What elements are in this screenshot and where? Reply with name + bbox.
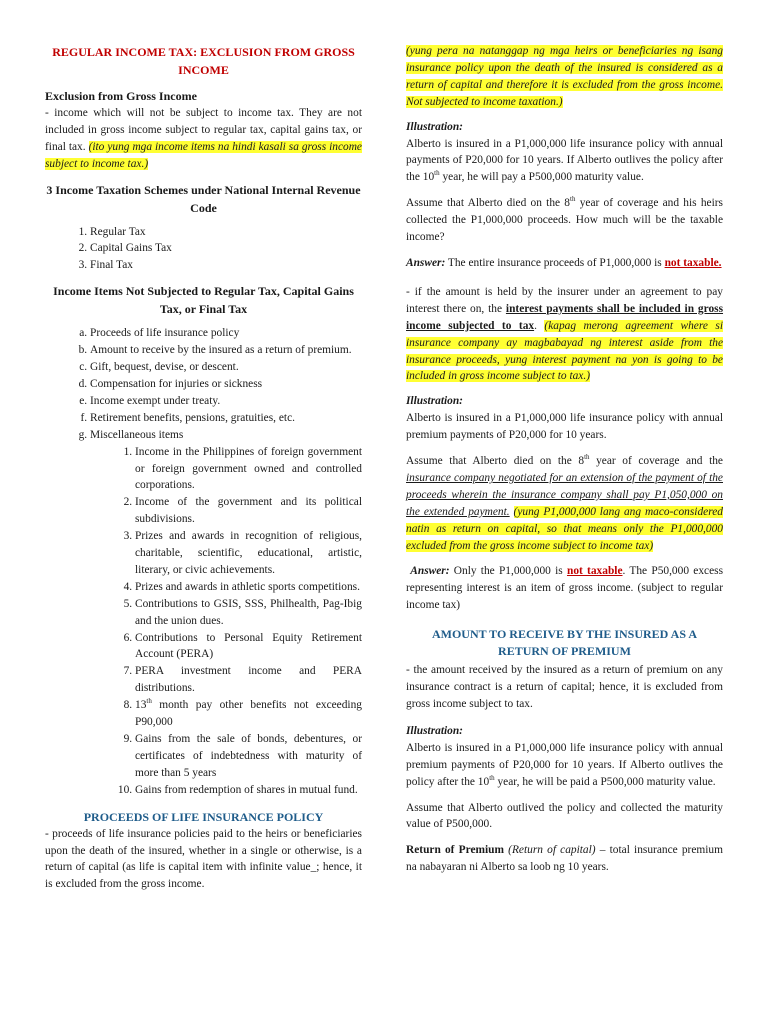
list-item: 2. Income of the government and its political subdivisions. xyxy=(135,494,362,528)
proceeds-text: - proceeds of life insurance policies paid to the heirs or beneficiaries upon the death of the insured, whether in a single or otherwise, is a return of capital (as life is capital item with infinite value_; hence, it is excluded from the gross income. xyxy=(45,827,362,891)
list-item: 1. Income in the Philippines of foreign government or foreign government owned and controlled corporations. xyxy=(135,444,362,495)
list-item: 5. Contributions to GSIS, SSS, Philhealth, Pag-Ibig and the union dues. xyxy=(135,596,362,630)
answer-2: Answer: Only the P1,000,000 is not taxable. The P50,000 excess representing interest is an item of gross income. (subject to regular income tax) xyxy=(406,565,723,612)
list-item: 1. Regular Tax xyxy=(90,224,362,241)
illustration-3-label: Illustration: xyxy=(406,724,463,737)
list-item: e. Income exempt under treaty. xyxy=(90,393,362,410)
illustration-2-label: Illustration: xyxy=(406,395,463,408)
exclusion-note-highlight: (ito yung mga income items na hindi kasali sa gross income subject to income tax.) xyxy=(45,140,362,170)
misc-items-label: Miscellaneous items xyxy=(90,428,184,441)
illustration-2-text: Alberto is insured in a P1,000,000 life insurance policy with annual premium payments of P20,000 for 10 years. xyxy=(406,412,723,442)
right-column xyxy=(406,43,723,876)
list-item: 3. Final Tax xyxy=(90,257,362,274)
answer-1: Answer: The entire insurance proceeds of P1,000,000 is not taxable. xyxy=(406,256,722,269)
assume-2: Assume that Alberto died on the 8th year of coverage and the insurance company negotiated for an extension of the payment of the proceeds wherein the insurance company shall pay P1,050,000 on the extended payment. (yung P1,000,000 lang ang maco-considered natin as return on capital, so that means only the P1,000,000 excluded from the gross income subject to income tax) xyxy=(406,453,723,552)
proceeds-note-highlight: (yung pera na natanggap ng mga heirs or beneficiaries ng isang insurance policy upon the death of the insured is considered as a return of capital and therefore it is excluded from the gross income. Not subjected to income taxation.) xyxy=(406,45,723,108)
list-item: 8. 13th month pay other benefits not exceeding P90,000 xyxy=(135,697,362,731)
left-column xyxy=(45,43,362,893)
interest-text: - if the amount is held by the insurer under an agreement to pay interest there on, the interest payments shall be included in gross income subjected to tax. (kapag merong agreement where si insurance company ay magbabayad ng interest aside from the insurance proceeds, yung interest payment na yon is going to be included in gross income subject to tax.) xyxy=(406,285,724,383)
illustration-1-label: Illustration: xyxy=(406,120,463,133)
list-item: 4. Prizes and awards in athletic sports competitions. xyxy=(135,579,362,596)
interest-note-highlight: (kapag merong agreement where si insurance company ay magbabayad ng interest aside from the insurance proceeds, yung interest payment na yon is going to be included in gross income subject to tax.) xyxy=(406,319,723,383)
proceeds-heading: PROCEEDS OF LIFE INSURANCE POLICY xyxy=(83,809,324,824)
list-item: f. Retirement benefits, pensions, gratuities, etc. xyxy=(90,410,362,427)
list-item: a. Proceeds of life insurance policy xyxy=(90,325,362,342)
list-item: b. Amount to receive by the insured as a return of premium. xyxy=(90,342,362,359)
not-taxable-label: not taxable. xyxy=(664,256,722,269)
list-item: 2. Capital Gains Tax xyxy=(90,240,362,257)
list-item: c. Gift, bequest, devise, or descent. xyxy=(90,359,362,376)
return-of-premium-heading: AMOUNT TO RECEIVE BY THE INSURED AS A RETURN OF PREMIUM xyxy=(431,627,698,659)
list-item: 7. PERA investment income and PERA distributions. xyxy=(135,663,362,697)
assume-2-note-highlight: (yung P1,000,000 lang ang maco-considered natin as return on capital, so that means only the P1,000,000 excluded from the gross income subject to income tax) xyxy=(406,505,723,552)
list-item: 10. Gains from redemption of shares in mutual fund. xyxy=(135,782,362,799)
return-of-premium-definition: Return of Premium (Return of capital) – total insurance premium na nabayaran ni Alberto sa loob ng 10 years. xyxy=(406,844,723,874)
exclusion-definition: - income which will not be subject to income tax. They are not included in gross income subject to regular tax, capital gains tax, or final tax. (ito yung mga income items na hindi kasali sa gross income subject to income tax.) xyxy=(45,106,362,170)
list-item: 6. Contributions to Personal Equity Retirement Account (PERA) xyxy=(135,630,362,664)
assume-3: Assume that Alberto outlived the policy and collected the maturity value of P500,000. xyxy=(406,801,723,831)
assume-1: Assume that Alberto died on the 8th year of coverage and his heirs collected the P1,000,000 proceeds. How much will be the taxable income? xyxy=(406,195,723,244)
schemes-heading: 3 Income Taxation Schemes under National Internal Revenue Code xyxy=(46,182,361,215)
list-item xyxy=(90,427,362,799)
illustration-1-text: Alberto is insured in a P1,000,000 life insurance policy with annual payments of P20,000 for 10 years. If Alberto outlives the policy after the 10th year, he will pay a P500,000 maturity value. xyxy=(406,137,723,184)
misc-items-list xyxy=(90,444,362,799)
exclusion-heading: Exclusion from Gross Income xyxy=(45,89,197,103)
not-taxable-label: not taxable xyxy=(566,565,623,578)
list-item: 9. Gains from the sale of bonds, debentures, or certificates of indebtedness with maturity of more than 5 years xyxy=(135,731,362,782)
items-list xyxy=(45,325,362,798)
return-of-premium-text: - the amount received by the insured as a return of premium on any insurance contract is a return of capital; hence, it is excluded from gross income subject to tax. xyxy=(406,664,723,710)
items-heading: Income Items Not Subjected to Regular Tax, Capital Gains Tax, or Final Tax xyxy=(53,284,354,317)
document-title: REGULAR INCOME TAX: EXCLUSION FROM GROSS INCOME xyxy=(52,45,355,77)
list-item: 3. Prizes and awards in recognition of religious, charitable, scientific, educational, artistic, literary, or civic achievements. xyxy=(135,528,362,579)
illustration-3-text: Alberto is insured in a P1,000,000 life insurance policy with annual premium payments of P20,000 for 10 years. If Alberto outlives the policy after the 10th year, he will be paid a P500,000 maturity value. xyxy=(406,741,723,788)
list-item: d. Compensation for injuries or sickness xyxy=(90,376,362,393)
schemes-list xyxy=(45,224,362,275)
